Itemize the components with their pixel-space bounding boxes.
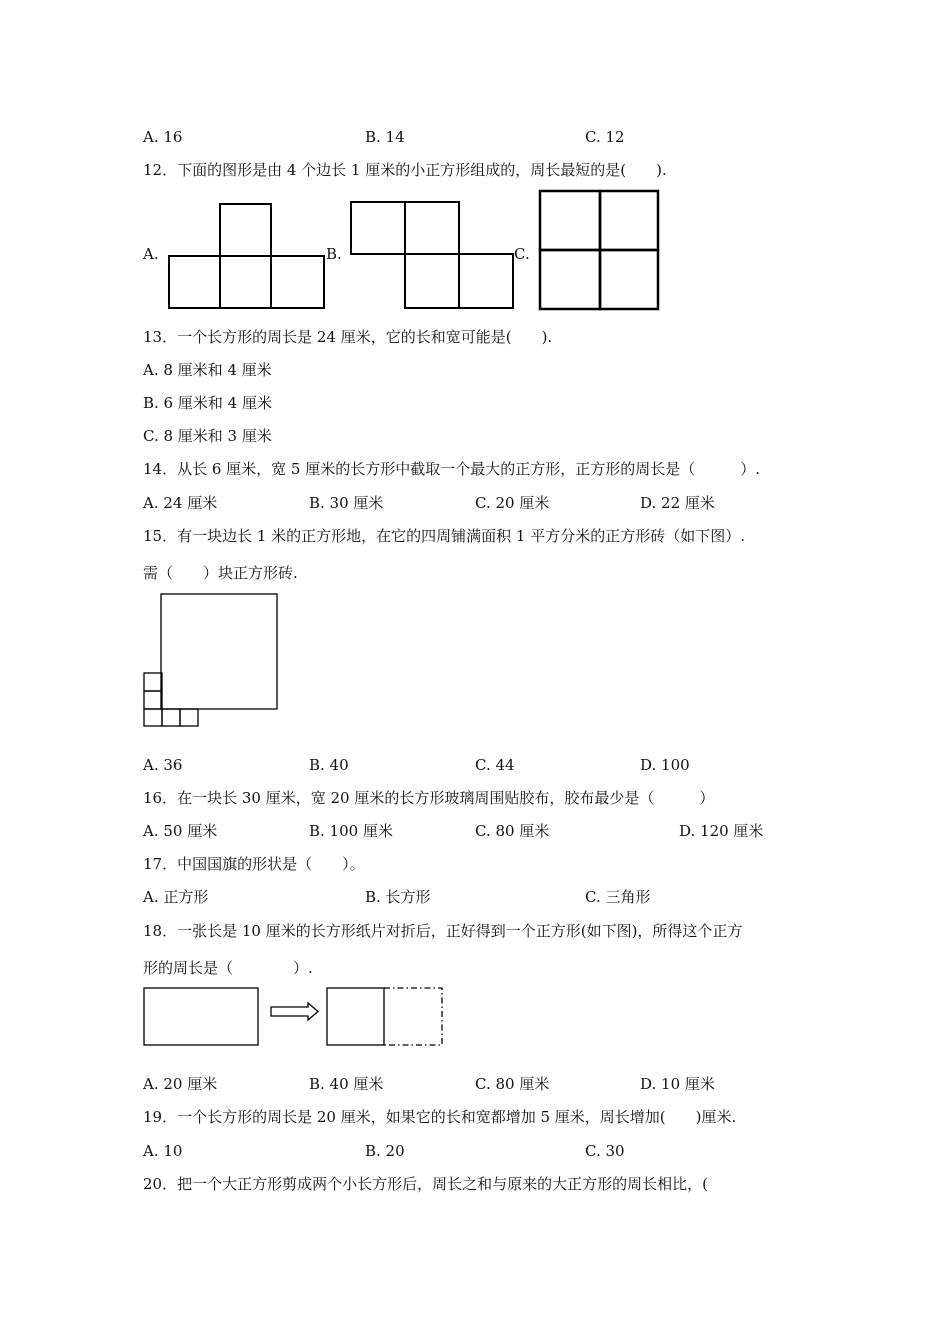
q19-option-a: A. 10: [143, 1142, 183, 1160]
q11-option-a: A. 16: [143, 128, 183, 146]
q12-figure-label-b: B.: [326, 245, 342, 263]
q12-figure-a: [160, 196, 335, 314]
q14-option-d: D. 22 厘米: [640, 494, 715, 512]
q15-question-continued: 需（ ）块正方形砖.: [143, 564, 298, 582]
q16-option-b: B. 100 厘米: [309, 822, 393, 840]
q13-question: 13．一个长方形的周长是 24 厘米，它的长和宽可能是( ).: [143, 328, 553, 346]
q15-option-b: B. 40: [309, 756, 349, 774]
q12-figure-c: [535, 186, 665, 314]
q15-option-c: C. 44: [475, 756, 515, 774]
q18-fold-figure: [140, 984, 450, 1050]
q18-question-continued: 形的周长是（ ）.: [143, 959, 313, 977]
q12-question: 12．下面的图形是由 4 个边长 1 厘米的小正方形组成的，周长最短的是( ).: [143, 161, 667, 179]
q12-figure-b: [345, 196, 520, 314]
q18-option-b: B. 40 厘米: [309, 1075, 384, 1093]
q14-option-b: B. 30 厘米: [309, 494, 384, 512]
q16-option-d: D. 120 厘米: [679, 822, 764, 840]
q18-option-d: D. 10 厘米: [640, 1075, 715, 1093]
q15-option-d: D. 100: [640, 756, 690, 774]
q17-option-a: A. 正方形: [143, 888, 209, 906]
q14-question: 14．从长 6 厘米，宽 5 厘米的长方形中截取一个最大的正方形，正方形的周长是（ ）.: [143, 460, 761, 478]
q14-option-a: A. 24 厘米: [143, 494, 218, 512]
q17-question: 17．中国国旗的形状是（ ）。: [143, 855, 365, 873]
q16-option-a: A. 50 厘米: [143, 822, 218, 840]
q17-option-c: C. 三角形: [585, 888, 651, 906]
q13-option-a: A. 8 厘米和 4 厘米: [143, 361, 272, 379]
q18-option-a: A. 20 厘米: [143, 1075, 218, 1093]
q12-figure-label-a: A.: [143, 245, 159, 263]
q20-question: 20．把一个大正方形剪成两个小长方形后，周长之和与原来的大正方形的周长相比，(: [143, 1175, 708, 1193]
q14-option-c: C. 20 厘米: [475, 494, 550, 512]
q19-question: 19．一个长方形的周长是 20 厘米，如果它的长和宽都增加 5 厘米，周长增加( )厘米.: [143, 1108, 737, 1126]
q12-figure-label-c: C.: [514, 245, 530, 263]
q18-option-c: C. 80 厘米: [475, 1075, 550, 1093]
q16-option-c: C. 80 厘米: [475, 822, 550, 840]
q16-question: 16．在一块长 30 厘米，宽 20 厘米的长方形玻璃周围贴胶布，胶布最少是（ ）: [143, 789, 715, 807]
q13-option-c: C. 8 厘米和 3 厘米: [143, 427, 272, 445]
q18-question: 18．一张长是 10 厘米的长方形纸片对折后，正好得到一个正方形(如下图)，所得这个正方: [143, 922, 743, 940]
q19-option-b: B. 20: [365, 1142, 405, 1160]
q19-option-c: C. 30: [585, 1142, 625, 1160]
q11-option-b: B. 14: [365, 128, 405, 146]
q11-option-c: C. 12: [585, 128, 625, 146]
q15-tile-figure: [140, 590, 285, 730]
q15-question: 15．有一块边长 1 米的正方形地，在它的四周铺满面积 1 平方分米的正方形砖（如下图）.: [143, 527, 746, 545]
q15-option-a: A. 36: [143, 756, 183, 774]
q13-option-b: B. 6 厘米和 4 厘米: [143, 394, 272, 412]
q17-option-b: B. 长方形: [365, 888, 431, 906]
